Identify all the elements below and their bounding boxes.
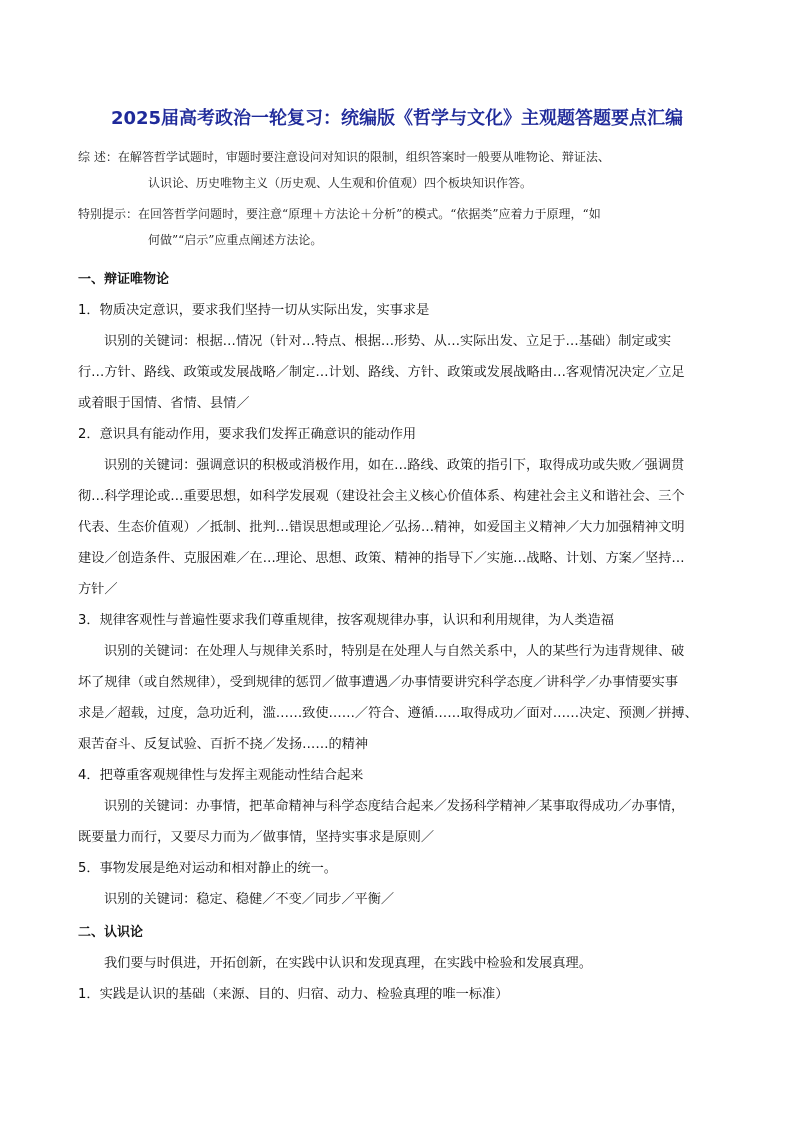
point-2-keywords-line2: 彻…科学理论或…重要思想，如科学发展观（建设社会主义核心价值体系、构建社会主义和谐社会、三个 [78,489,685,504]
point-4-keywords-line1: 识别的关键词：办事情，把革命精神与科学态度结合起来／发扬科学精神／某事取得成功／办事情， [104,799,685,814]
point-3-keywords-line3: 求是／超载，过度，急功近利，滥……致使……／符合、遵循……取得成功／面对……决定、预测／拼搏、 [78,706,698,721]
point-2-keywords-line3: 代表、生态价值观）／抵制、批判…错误思想或理论／弘扬…精神，如爱国主义精神／大力加强精神文明 [78,520,685,535]
epistemology-intro: 我们要与时俱进，开拓创新，在实践中认识和发现真理，在实践中检验和发展真理。 [104,956,592,971]
point-2-keywords-line1: 识别的关键词：强调意识的积极或消极作用，如在…路线、政策的指引下，取得成功或失败／强调贯 [104,458,685,473]
point-3-keywords-line1: 识别的关键词：在处理人与规律关系时，特别是在处理人与自然关系中，人的某些行为违背规律、破 [104,644,685,659]
point-3: 3．规律客观性与普遍性要求我们尊重规律，按客观规律办事，认识和利用规律，为人类造福 [78,613,614,628]
point-1-keywords-line1: 识别的关键词：根据…情况（针对…特点、根据…形势、从…实际出发、立足于…基础）制定或实 [104,334,672,349]
point-5: 5．事物发展是绝对运动和相对静止的统一。 [78,861,337,876]
tip-block [78,201,738,247]
tip-text-line1: 在回答哲学问题时，要注意“原理＋方法论＋分析”的模式。“依据类”应着力于原理，“如 [138,207,601,221]
summary-text-line2: 认识论、历史唯物主义（历史观、人生观和价值观）四个板块知识作答。 [148,176,533,190]
tip-label: 特别提示： [78,207,139,221]
point-4: 4．把尊重客观规律性与发挥主观能动性结合起来 [78,768,364,783]
point-3-keywords-line4: 艰苦奋斗、反复试验、百折不挠／发扬……的精神 [78,737,369,752]
epistemology-point-1: 1．实践是认识的基础（来源、目的、归宿、动力、检验真理的唯一标准） [78,987,509,1002]
summary-text-line1: 在解答哲学试题时，审题时要注意设问对知识的限制，组织答案时一般要从唯物论、辩证法、 [117,150,610,164]
section-heading-epistemology: 二、认识论 [78,925,144,940]
point-1-keywords-line2: 行…方针、路线、政策或发展战略／制定…计划、路线、方针、政策或发展战略由…客观情况决定／立足 [78,365,685,380]
summary-label: 综 述： [78,150,118,164]
summary-block [78,144,738,190]
point-4-keywords-line2: 既要量力而行，又要尽力而为／做事情，坚持实事求是原则／ [78,830,435,845]
point-1: 1．物质决定意识，要求我们坚持一切从实际出发，实事求是 [78,303,430,318]
point-2: 2．意识具有能动作用，要求我们发挥正确意识的能动作用 [78,427,417,442]
tip-text-line2: 何做”“启示”应重点阐述方法论。 [148,233,323,247]
point-1-keywords-line3: 或着眼于国情、省情、县情／ [78,396,250,411]
section-heading-materialism: 一、辩证唯物论 [78,272,170,287]
point-3-keywords-line2: 坏了规律（或自然规律），受到规律的惩罚／做事遭遇／办事情要讲究科学态度／讲科学／办事情要实事 [78,675,679,690]
point-5-keywords-line1: 识别的关键词：稳定、稳健／不变／同步／平衡／ [104,892,395,907]
point-2-keywords-line4: 建设／创造条件、克服困难／在…理论、思想、政策、精神的指导下／实施…战略、计划、方案／坚持… [78,551,685,566]
point-2-keywords-line5: 方针／ [78,582,118,597]
document-title: 2025届高考政治一轮复习：统编版《哲学与文化》主观题答题要点汇编 [110,108,684,129]
